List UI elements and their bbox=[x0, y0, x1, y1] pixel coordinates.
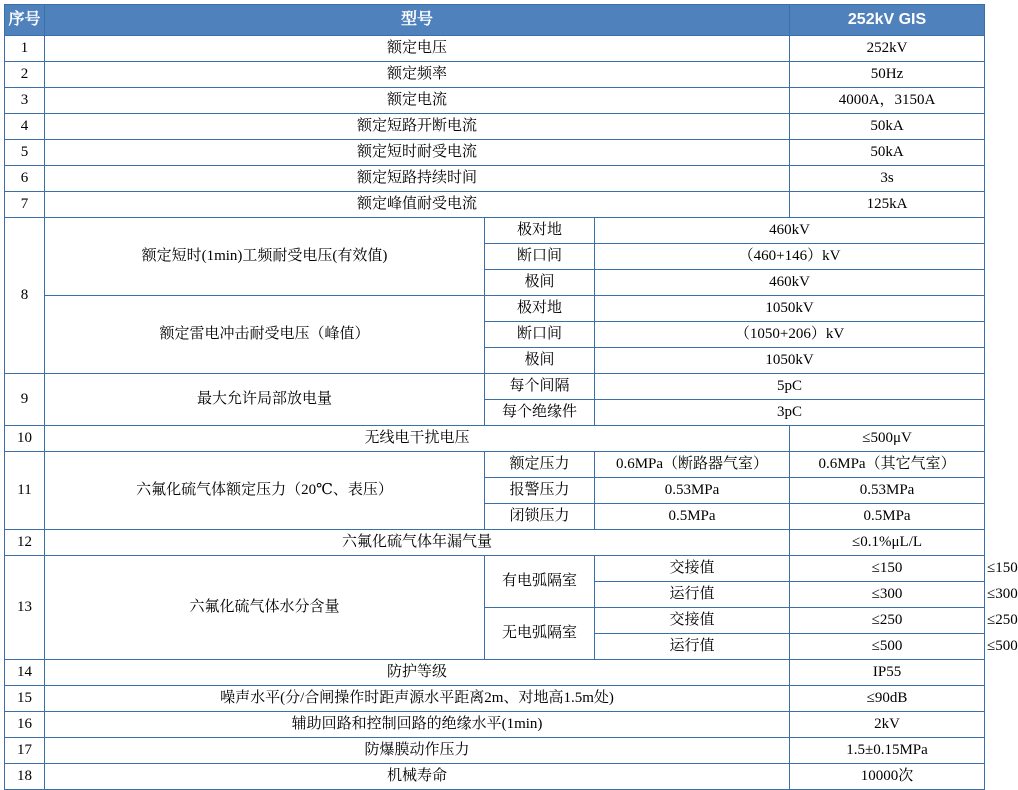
table-row bbox=[5, 764, 985, 790]
row-item: 噪声水平(分/合闸操作时距声源水平距离2m、对地高1.5m处) bbox=[45, 686, 790, 712]
table-header bbox=[5, 5, 985, 36]
header-value: 252kV GIS bbox=[790, 5, 985, 36]
row-value: IP55 bbox=[790, 660, 985, 686]
row-value: ≤90dB bbox=[790, 686, 985, 712]
sub-label: 极间 bbox=[485, 348, 595, 374]
row-value-a: 0.53MPa bbox=[595, 478, 790, 504]
row-value: ≤500μV bbox=[790, 426, 985, 452]
row-value: 50kA bbox=[790, 114, 985, 140]
table-row bbox=[5, 712, 985, 738]
row-no: 6 bbox=[5, 166, 45, 192]
row-value-b: 0.53MPa bbox=[790, 478, 985, 504]
row-no: 3 bbox=[5, 88, 45, 114]
sub-label: 极间 bbox=[485, 270, 595, 296]
table-row: 无电弧隔室 交接值 ≤250 ≤250 bbox=[5, 608, 985, 634]
row-item: 机械寿命 bbox=[45, 764, 790, 790]
sub-label: 极对地 bbox=[485, 218, 595, 244]
row-no: 4 bbox=[5, 114, 45, 140]
header-row bbox=[5, 5, 985, 36]
table-row bbox=[5, 140, 985, 166]
row-item: 额定短路持续时间 bbox=[45, 166, 790, 192]
sub-label: 交接值 bbox=[595, 608, 790, 634]
row-value: 50Hz bbox=[790, 62, 985, 88]
row-value: 5pC bbox=[595, 374, 985, 400]
row-value-a: ≤300 bbox=[790, 582, 985, 608]
row-item: 六氟化硫气体年漏气量 bbox=[45, 530, 790, 556]
row-no: 14 bbox=[5, 660, 45, 686]
row-item: 额定峰值耐受电流 bbox=[45, 192, 790, 218]
row-value: （1050+206）kV bbox=[595, 322, 985, 348]
row-no: 18 bbox=[5, 764, 45, 790]
row-item: 最大允许局部放电量 bbox=[45, 374, 485, 426]
table-row bbox=[5, 36, 985, 62]
row-item: 额定短时(1min)工频耐受电压(有效值) bbox=[45, 218, 485, 296]
table-row: 运行值 ≤300 ≤300 bbox=[5, 582, 985, 608]
table-row bbox=[5, 452, 985, 478]
row-no: 7 bbox=[5, 192, 45, 218]
row-value-a: ≤150 bbox=[790, 556, 985, 582]
row-no: 9 bbox=[5, 374, 45, 426]
table-row bbox=[5, 530, 985, 556]
table-row bbox=[5, 686, 985, 712]
gis-specification-table bbox=[4, 4, 1018, 790]
table-row bbox=[5, 218, 985, 244]
group-label: 有电弧隔室 bbox=[485, 556, 595, 608]
row-item: 辅助回路和控制回路的绝缘水平(1min) bbox=[45, 712, 790, 738]
group-label: 无电弧隔室 bbox=[485, 608, 595, 660]
table-row bbox=[5, 426, 985, 452]
row-no: 15 bbox=[5, 686, 45, 712]
sub-label: 报警压力 bbox=[485, 478, 595, 504]
row-item: 额定雷电冲击耐受电压（峰值） bbox=[45, 296, 485, 374]
table-row bbox=[5, 738, 985, 764]
sub-label: 交接值 bbox=[595, 556, 790, 582]
row-value: 460kV bbox=[595, 218, 985, 244]
sub-label: 每个绝缘件 bbox=[485, 400, 595, 426]
row-value: 3pC bbox=[595, 400, 985, 426]
table-row bbox=[5, 88, 985, 114]
sub-label: 断口间 bbox=[485, 322, 595, 348]
header-item: 型号 bbox=[45, 5, 790, 36]
row-value: 50kA bbox=[790, 140, 985, 166]
row-item: 防爆膜动作压力 bbox=[45, 738, 790, 764]
row-no: 13 bbox=[5, 556, 45, 660]
row-no: 11 bbox=[5, 452, 45, 530]
sub-label: 断口间 bbox=[485, 244, 595, 270]
row-no: 10 bbox=[5, 426, 45, 452]
row-item: 额定短时耐受电流 bbox=[45, 140, 790, 166]
row-no: 2 bbox=[5, 62, 45, 88]
table-row bbox=[5, 374, 985, 400]
row-value-b: 0.6MPa（其它气室） bbox=[790, 452, 985, 478]
sub-label: 极对地 bbox=[485, 296, 595, 322]
sub-label: 运行值 bbox=[595, 582, 790, 608]
row-value: ≤0.1%μL/L bbox=[790, 530, 985, 556]
header-no: 序号 bbox=[5, 5, 45, 36]
row-value: 460kV bbox=[595, 270, 985, 296]
row-no: 12 bbox=[5, 530, 45, 556]
table-body bbox=[5, 36, 1018, 790]
row-item: 无线电干扰电压 bbox=[45, 426, 790, 452]
row-no: 5 bbox=[5, 140, 45, 166]
row-item: 额定频率 bbox=[45, 62, 790, 88]
row-value: 1.5±0.15MPa bbox=[790, 738, 985, 764]
row-value: 1050kV bbox=[595, 296, 985, 322]
row-value: 4000A，3150A bbox=[790, 88, 985, 114]
row-value-a: ≤250 bbox=[790, 608, 985, 634]
row-value: （460+146）kV bbox=[595, 244, 985, 270]
sub-label: 额定压力 bbox=[485, 452, 595, 478]
row-no: 17 bbox=[5, 738, 45, 764]
row-value-b: 0.5MPa bbox=[790, 504, 985, 530]
row-item: 六氟化硫气体额定压力（20℃、表压） bbox=[45, 452, 485, 530]
row-no: 8 bbox=[5, 218, 45, 374]
table-row bbox=[5, 296, 985, 322]
row-value-a: 0.6MPa（断路器气室） bbox=[595, 452, 790, 478]
sub-label: 闭锁压力 bbox=[485, 504, 595, 530]
row-no: 16 bbox=[5, 712, 45, 738]
table-row: 13 六氟化硫气体水分含量 有电弧隔室 交接值 ≤150 ≤150 bbox=[5, 556, 985, 582]
row-item: 防护等级 bbox=[45, 660, 790, 686]
row-item: 额定电压 bbox=[45, 36, 790, 62]
table-row bbox=[5, 62, 985, 88]
row-value: 2kV bbox=[790, 712, 985, 738]
row-value: 125kA bbox=[790, 192, 985, 218]
table-row bbox=[5, 166, 985, 192]
row-value-a: ≤500 bbox=[790, 634, 985, 660]
row-item: 额定电流 bbox=[45, 88, 790, 114]
row-item: 额定短路开断电流 bbox=[45, 114, 790, 140]
row-value-a: 0.5MPa bbox=[595, 504, 790, 530]
row-value: 1050kV bbox=[595, 348, 985, 374]
row-value: 252kV bbox=[790, 36, 985, 62]
row-value: 3s bbox=[790, 166, 985, 192]
table-row: 运行值 ≤500 ≤500 bbox=[5, 634, 985, 660]
row-item: 六氟化硫气体水分含量 bbox=[45, 556, 485, 660]
row-value: 10000次 bbox=[790, 764, 985, 790]
sub-label: 每个间隔 bbox=[485, 374, 595, 400]
sub-label: 运行值 bbox=[595, 634, 790, 660]
table-row bbox=[5, 192, 985, 218]
row-no: 1 bbox=[5, 36, 45, 62]
table-row bbox=[5, 660, 985, 686]
table-row bbox=[5, 114, 985, 140]
